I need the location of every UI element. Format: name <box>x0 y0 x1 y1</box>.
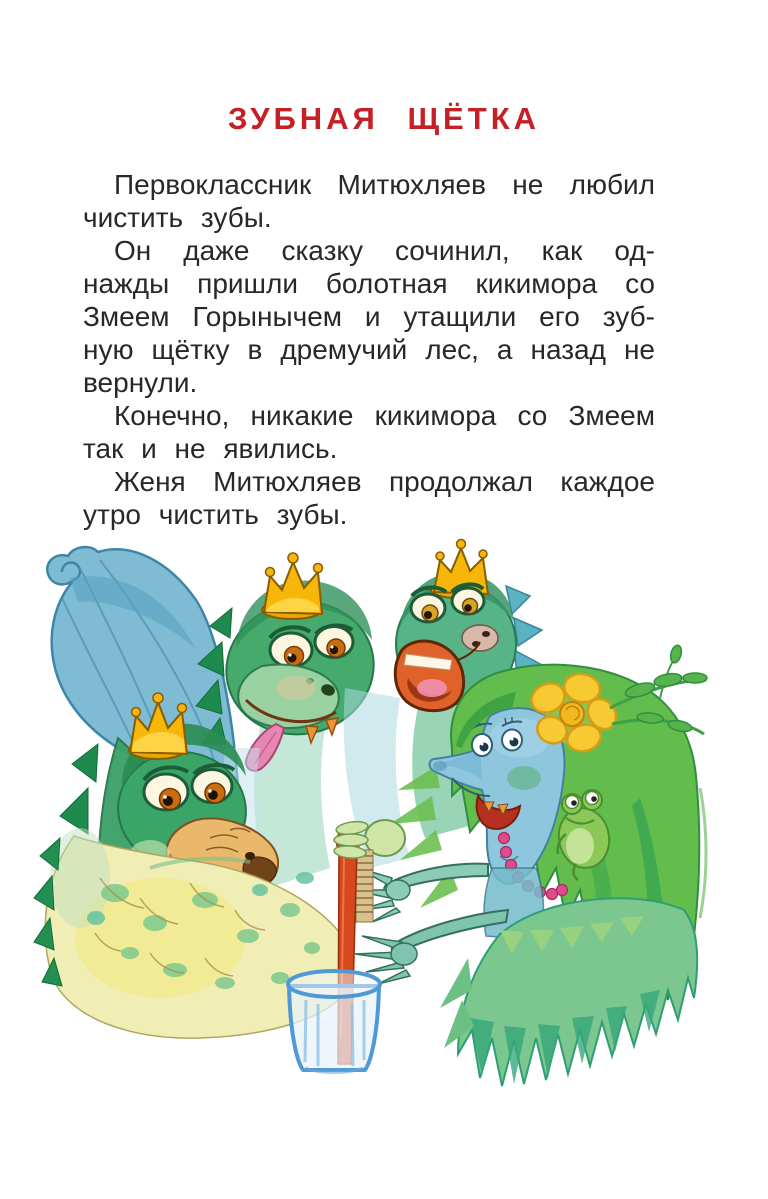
page-title: ЗУБНАЯ ЩЁТКА <box>227 101 541 136</box>
story-paragraph-3: Конечно, никакие кикимора со Змеем так и не явились. <box>83 400 655 464</box>
middle-head-crown <box>262 553 323 619</box>
story-illustration <box>0 538 768 1098</box>
story-paragraph-1: Первоклассник Митюхляев не любил чистить зубы. <box>83 169 655 233</box>
story-text <box>83 168 655 531</box>
toothbrush-bristles <box>356 850 373 922</box>
glass <box>288 971 380 1073</box>
story-paragraph-2: Он даже сказку сочинил, как однажды пришли болотная кикимора со Змеем Горынычем и утащили его зубную щётку в дремучий лес, а назад не вернули. <box>83 235 655 398</box>
story-paragraph-4: Женя Митюхляев продолжал каждое утро чистить зубы. <box>83 466 655 530</box>
paw-fingers <box>334 820 369 860</box>
kikimora <box>352 644 707 1086</box>
